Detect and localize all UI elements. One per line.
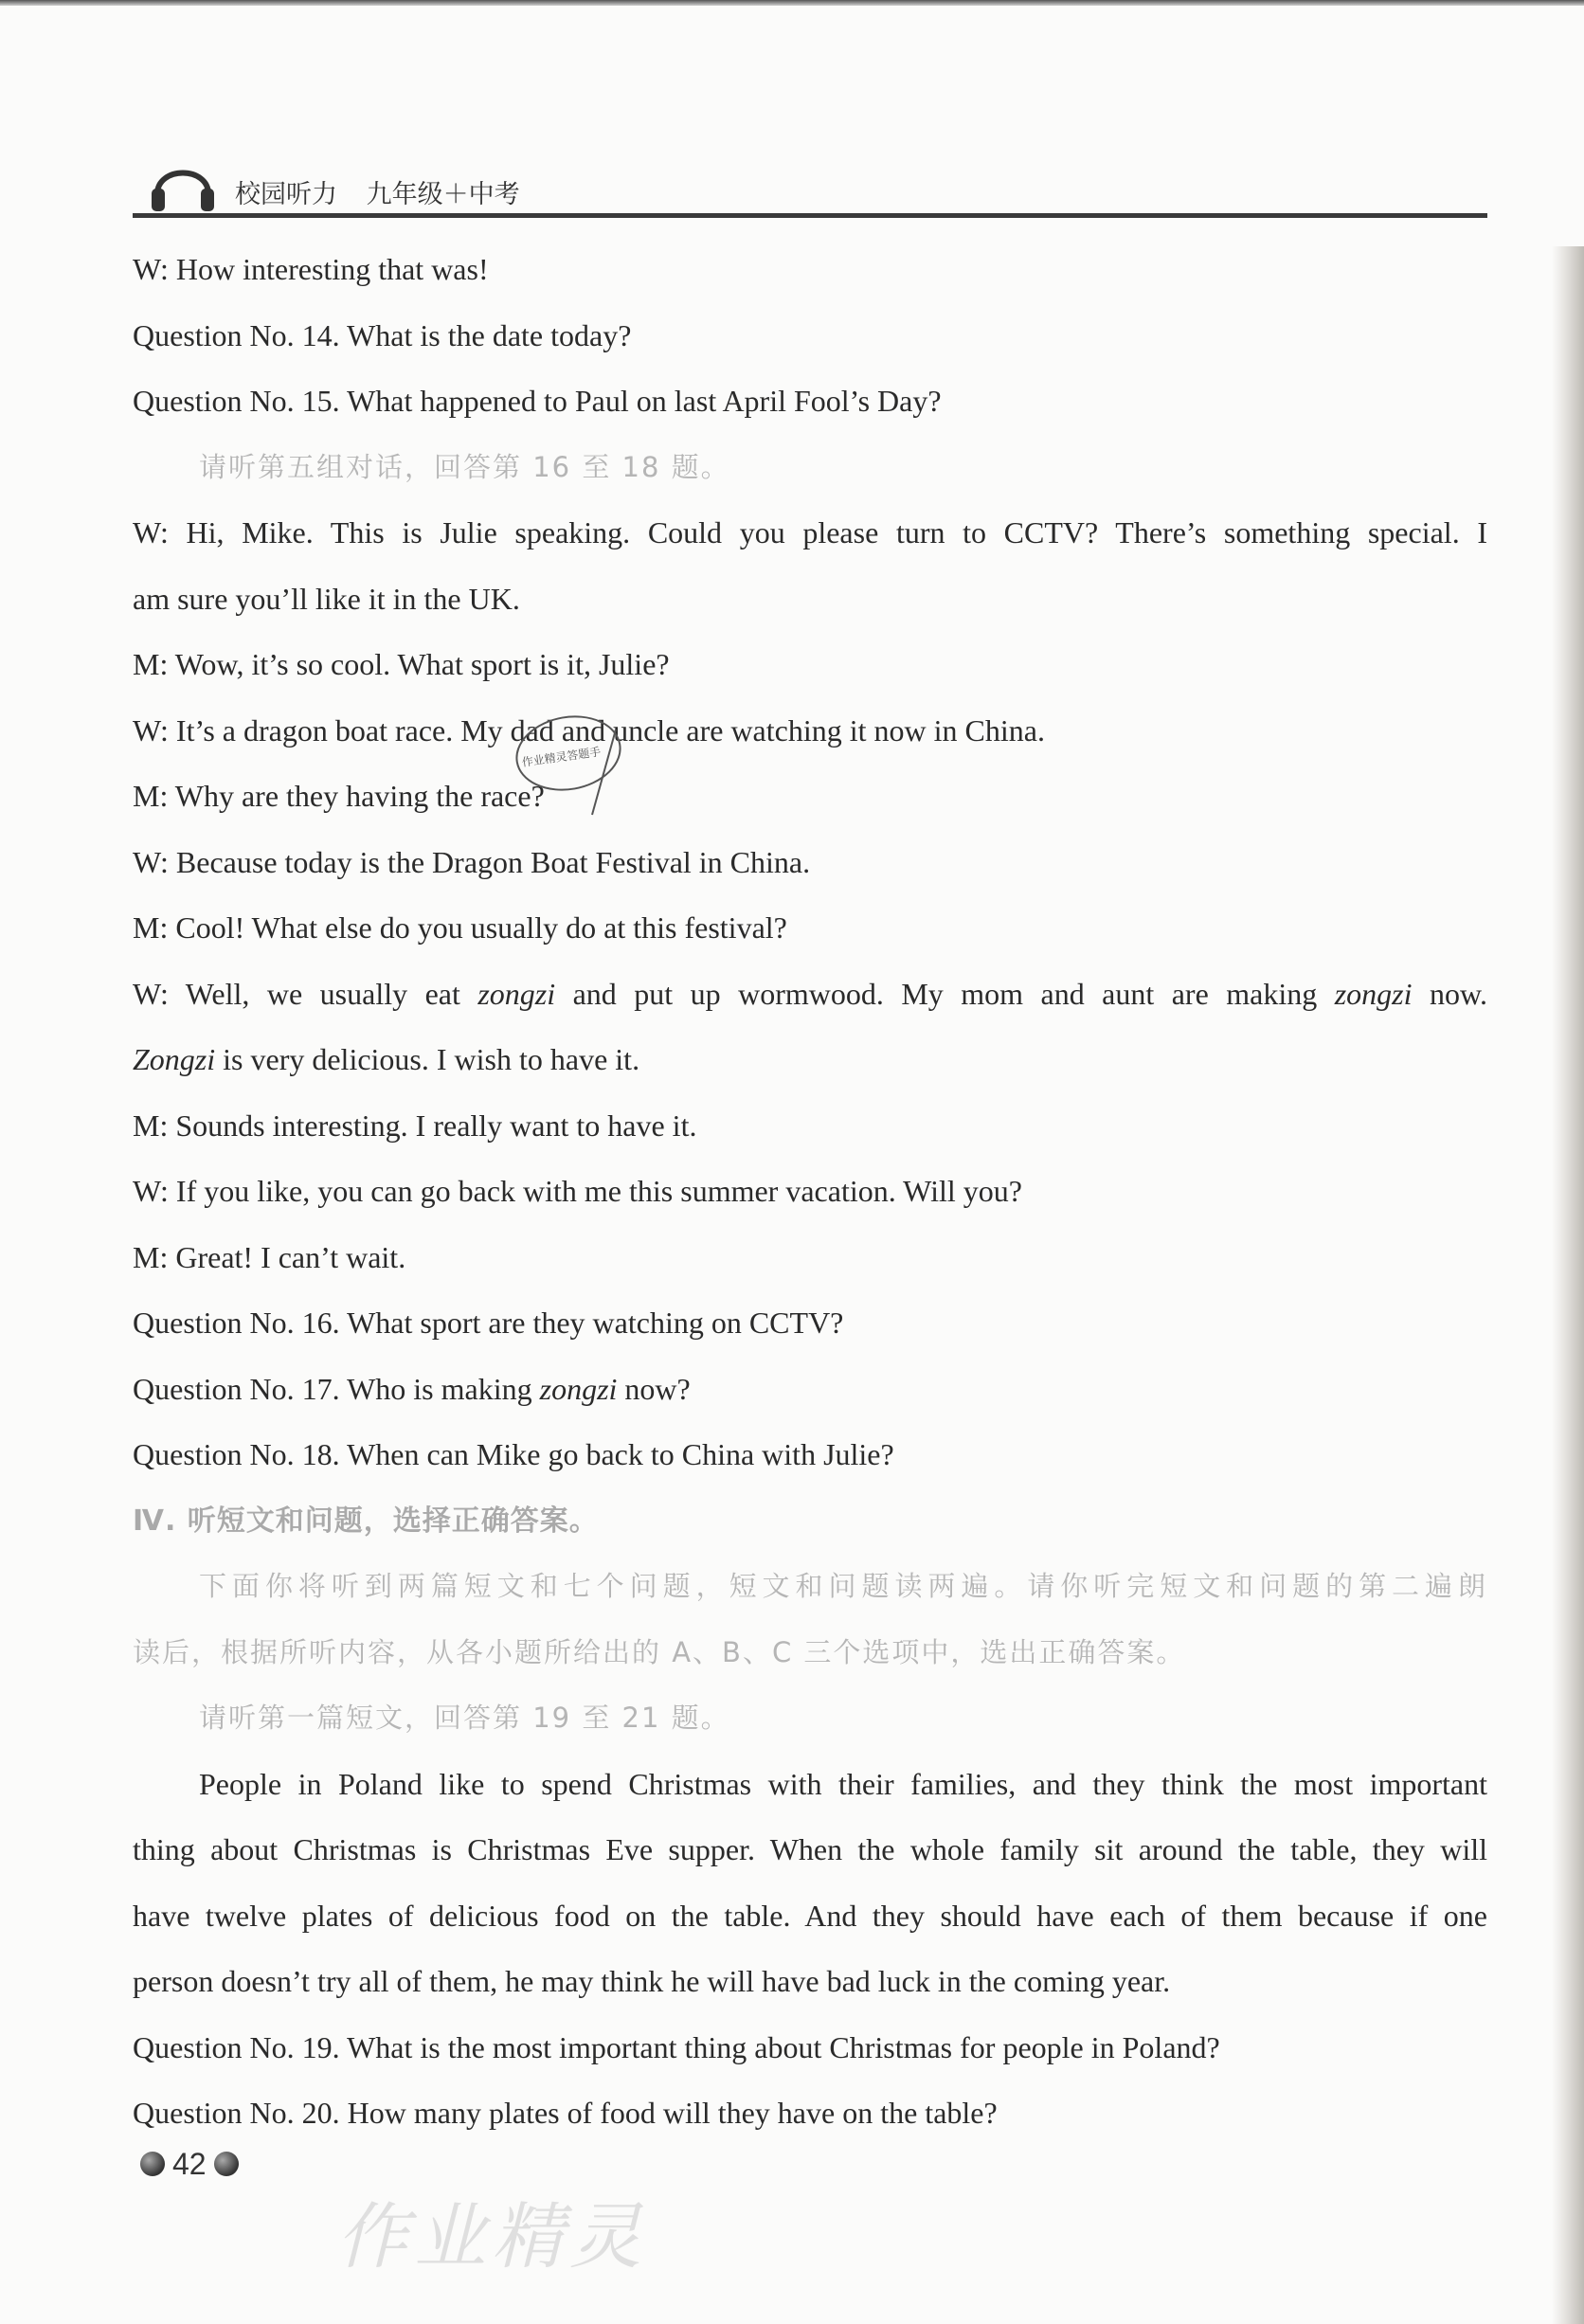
- italic-term: Zongzi: [133, 1042, 216, 1076]
- passage-line: thing about Christmas is Christmas Eve supper. When the whole family sit around the table, they will: [133, 1832, 1487, 1866]
- italic-term: zongzi: [1334, 976, 1413, 1011]
- headphone-icon: [150, 153, 216, 213]
- page-content: [133, 237, 1487, 2147]
- bullet-dot-icon: [140, 2152, 165, 2176]
- instruction-line: 请听第一篇短文，回答第 19 至 21 题。: [199, 1702, 730, 1734]
- dialogue-line: W: Because today is the Dragon Boat Festival in China.: [133, 844, 811, 879]
- section-heading: Ⅳ. 听短文和问题，选择正确答案。: [133, 1504, 599, 1538]
- italic-term: zongzi: [539, 1371, 618, 1406]
- question-line: Question No. 17. Who is making zongzi now?: [133, 1371, 691, 1406]
- italic-term: zongzi: [477, 976, 556, 1011]
- page-top-edge: [0, 0, 1584, 6]
- dialogue-line: W: If you like, you can go back with me this summer vacation. Will you?: [133, 1174, 1022, 1208]
- dialogue-line: W: Hi, Mike. This is Julie speaking. Could you please turn to CCTV? There’s something special. I: [133, 515, 1487, 549]
- header-title: [235, 173, 541, 210]
- passage-line: People in Poland like to spend Christmas with their families, and they think the most important: [199, 1766, 1487, 1801]
- passage-line: person doesn’t try all of them, he may think he will have bad luck in the coming year.: [133, 1964, 1171, 1998]
- stamp-mark: [502, 692, 644, 834]
- dialogue-line: Zongzi is very delicious. I wish to have it.: [133, 1042, 640, 1076]
- question-line: Question No. 14. What is the date today?: [133, 317, 632, 352]
- question-line: Question No. 16. What sport are they watching on CCTV?: [133, 1306, 844, 1340]
- bullet-dot-icon: [214, 2152, 239, 2176]
- instruction-line: 读后，根据所听内容，从各小题所给出的 A、B、C 三个选项中，选出正确答案。: [133, 1635, 1186, 1668]
- header-rule: [133, 213, 1487, 218]
- question-line: Question No. 20. How many plates of food will they have on the table?: [133, 2096, 998, 2130]
- page-number-value: 42: [172, 2146, 207, 2181]
- watermark-logo: 作业精灵: [336, 2194, 647, 2279]
- question-line: Question No. 18. When can Mike go back to China with Julie?: [133, 1437, 894, 1471]
- question-line: Question No. 19. What is the most important thing about Christmas for people in Poland?: [133, 2029, 1220, 2064]
- dialogue-line: M: Why are they having the race?: [133, 779, 545, 813]
- dialogue-line: M: Cool! What else do you usually do at this festival?: [133, 910, 787, 945]
- dialogue-line: W: How interesting that was!: [133, 252, 489, 286]
- dialogue-line: W: Well, we usually eat zongzi and put up wormwood. My mom and aunt are making zongzi now.: [133, 976, 1488, 1011]
- instruction-line: 请听第五组对话，回答第 16 至 18 题。: [199, 450, 730, 483]
- page-number: [140, 2143, 239, 2185]
- passage-line: have twelve plates of delicious food on the table. And they should have each of them because if one: [133, 1898, 1487, 1933]
- question-line: Question No. 15. What happened to Paul on last April Fool’s Day?: [133, 384, 942, 418]
- dialogue-line: M: Great! I can’t wait.: [133, 1239, 406, 1274]
- torn-page-edge: [1552, 246, 1584, 2324]
- dialogue-line: W: It’s a dragon boat race. My dad and uncle are watching it now in China.: [133, 712, 1045, 748]
- grade-label: 九年级＋中考: [366, 180, 520, 209]
- dialogue-line: am sure you’ll like it in the UK.: [133, 581, 520, 616]
- dialogue-line: M: Sounds interesting. I really want to have it.: [133, 1108, 697, 1143]
- dialogue-line: M: Wow, it’s so cool. What sport is it, Julie?: [133, 647, 670, 681]
- series-name: 校园听力: [235, 180, 337, 209]
- instruction-line: 下面你将听到两篇短文和七个问题，短文和问题读两遍。请你听完短文和问题的第二遍朗: [199, 1570, 1487, 1602]
- stamp-text: 作业精灵答题手: [520, 745, 603, 769]
- page-header: [133, 147, 1487, 223]
